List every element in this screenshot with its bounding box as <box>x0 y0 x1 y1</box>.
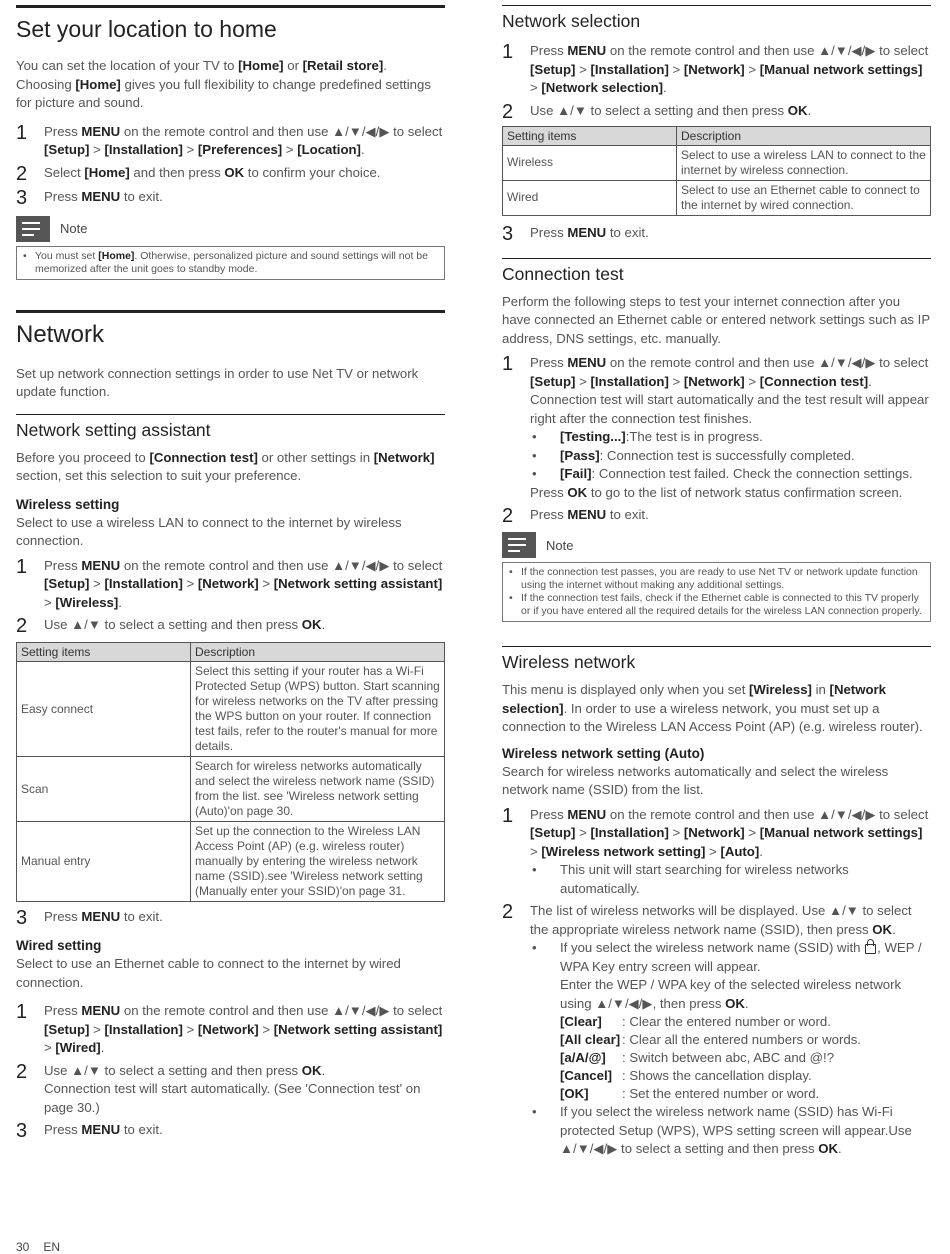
wired-step-3: 3 Press MENU to exit. <box>16 1120 163 1142</box>
wired-step-2: 2 Use ▲/▼ to select a setting and then press OK. Connection test will start automatically. (See 'Connection test' on page 30.) <box>16 1060 421 1115</box>
key-row: [Clear] : Clear the entered number or word. <box>560 1014 831 1029</box>
ns-step-3: 3 Press MENU to exit. <box>502 222 649 245</box>
table-row: Wired Select to use an Ethernet cable to connect to the internet by wired connection. <box>503 180 931 215</box>
section-title-connection-test: Connection test <box>502 263 624 284</box>
wireless-step-2: 2 Use ▲/▼ to select a setting and then press OK. <box>16 615 326 637</box>
key-row: [OK] : Set the entered number or word. <box>560 1086 820 1101</box>
list-item: • [Fail]: Connection test failed. Check the connection settings. <box>532 466 913 481</box>
location-step-1: 1 Press MENU on the remote control and then use ▲/▼/◀/▶ to select [Setup] > [Installation] > [Preferences] > [Location]. <box>16 121 443 157</box>
ns-step-2: 2 Use ▲/▼ to select a setting and then press OK. <box>502 100 812 123</box>
section-title-wireless-network: Wireless network <box>502 652 636 672</box>
table-header: Setting items <box>17 643 191 662</box>
list-item: • [Testing...]:The test is in progress. <box>532 429 763 444</box>
wireless-step-1: 1 Press MENU on the remote control and then use ▲/▼/◀/▶ to select [Setup] > [Installation] > [Network] > [Network setting assistant] > [Wireless]. <box>16 555 443 610</box>
list-item: • [Pass]: Connection test is successfully completed. <box>532 447 855 463</box>
note-icon <box>502 532 536 558</box>
location-note: • You must set [Home]. Otherwise, personalized picture and sound settings will not be memorized after the unit goes to standby mode. <box>16 246 445 280</box>
ct-step-2: 2 Press MENU to exit. <box>502 505 649 527</box>
list-item: • This unit will start searching for wireless networks automatically. <box>532 862 849 896</box>
ct-step-1: 1 Press MENU on the remote control and then use ▲/▼/◀/▶ to select [Setup] > [Installation] > [Network] > [Connection test]. Connection test will start automatically and the test result will appear right after the connection test finishes. • [Testing...]:The test is in progress. • [Pass]: Connection test is successfully completed. • [Fail]: Connection test failed. Check the connection settings. Press OK to go to the list of network status confirmation screen. <box>502 354 931 502</box>
page-footer <box>16 1240 74 1254</box>
wired-setting-heading: Wired setting <box>16 938 102 953</box>
wireless-step-3: 3 Press MENU to exit. <box>16 907 163 929</box>
network-intro: Set up network connection settings in order to use Net TV or network update function. <box>16 365 419 399</box>
wired-step-1: 1 Press MENU on the remote control and then use ▲/▼/◀/▶ to select [Setup] > [Installation] > [Network] > [Network setting assistant] > [Wired]. <box>16 1001 443 1055</box>
wireless-setting-heading: Wireless setting <box>16 496 120 512</box>
wireless-setting-desc: Select to use a wireless LAN to connect to the internet by wireless connection. <box>16 514 402 548</box>
connection-test-intro: Perform the following steps to test your internet connection after you have connected an Ethernet cable or entered network settings such as IP address, DNS settings, etc. manually. <box>502 293 930 346</box>
section-title-nsa: Network setting assistant <box>16 419 211 440</box>
table-header: Description <box>677 126 931 145</box>
section-title-location: Set your location to home <box>16 16 277 42</box>
note-label: Note <box>60 221 88 236</box>
location-intro: You can set the location of your TV to [Home] or [Retail store]. Choosing [Home] gives you full flexibility to change predefined settings for picture and sound. <box>16 58 431 110</box>
wireless-auto-heading: Wireless network setting (Auto) <box>502 745 705 761</box>
nsa-intro: Before you proceed to [Connection test] or other settings in [Network] section, set this selection to suit your preference. <box>16 449 435 483</box>
table-header: Description <box>191 643 445 662</box>
wired-setting-desc: Select to use an Ethernet cable to connect to the internet by wired connection. <box>16 956 401 990</box>
table-row: Wireless Select to use a wireless LAN to connect to the internet by wireless connection. <box>503 145 931 180</box>
right-column <box>502 0 931 1159</box>
left-column <box>16 0 445 1141</box>
network-selection-table <box>502 126 931 216</box>
key-row: [a/A/@] : Switch between abc, ABC and @!? <box>560 1050 835 1065</box>
language-code: EN <box>43 1240 61 1254</box>
location-note-header <box>16 216 445 242</box>
section-title-network: Network <box>16 320 105 348</box>
location-step-3: 3 Press MENU to exit. <box>16 186 163 209</box>
table-header: Setting items <box>503 126 677 145</box>
list-item: • If you select the wireless network name (SSID) with , WEP / WPA Key entry screen will appear. Enter the WEP / WPA key of the selected wireless network using ▲/▼/◀/▶, then press OK. [Clear] : Clear the entered number or word. [All clear] : Clear all the entered numbers or words. [a/A/@] : Switch between abc, ABC and @!? [Cancel] : Shows the cancellation display. [OK] : Set the entered number or word. <box>530 939 931 1103</box>
list-item: • If you select the wireless network name (SSID) has Wi-Fi protected Setup (WPS), WPS setting screen will appear.Use ▲/▼/◀/▶ to select a setting and then press OK. <box>532 1104 912 1156</box>
ns-step-1: 1 Press MENU on the remote control and then use ▲/▼/◀/▶ to select [Setup] > [Installation] > [Network] > [Manual network settings] > [Network selection]. <box>502 41 929 95</box>
location-step-2: 2 Select [Home] and then press OK to confirm your choice. <box>16 162 381 185</box>
wn-step-2: 2 The list of wireless networks will be displayed. Use ▲/▼ to select the appropriate wireless network name (SSID), then press OK. • If you select the wireless network name (SSID) with , WEP / WPA Key entry screen will appear. Enter the WEP / WPA key of the selected wireless network using ▲/▼/◀/▶, then press OK. [Clear] : Clear the entered number or word. [All clear] : Clear all the entered numbers or words. [a/A/@] : Switch between abc, ABC and @!? [Cancel] : Shows the cancellation display. [OK] : Set the entered number or word. • If you select the wireless network name (SSID) has Wi-Fi protected Setup (WPS), WPS setting screen will appear.Use ▲/▼/◀/▶ to select a setting and then press OK. <box>502 902 931 1159</box>
wireless-settings-table <box>16 642 445 902</box>
note-icon <box>16 216 50 242</box>
ct-note-header <box>502 532 931 558</box>
page-number: 30 <box>16 1240 30 1254</box>
table-row: Scan Search for wireless networks automatically and select the wireless network name (SSID) from the list. see 'Wireless network setting (Auto)'on page 30. <box>17 757 445 822</box>
section-title-network-selection: Network selection <box>502 11 641 31</box>
wireless-auto-desc: Search for wireless networks automatically and select the wireless network name (SSID) from the list. <box>502 763 889 797</box>
wireless-network-intro: This menu is displayed only when you set [Wireless] in [Network selection]. In order to use a wireless network, you must set up a connection to the Wireless LAN Access Point (AP) (e.g. wireless router). <box>502 682 923 734</box>
table-row: Easy connect Select this setting if your router has a Wi-Fi Protected Setup (WPS) button. Start scanning for wireless networks on the TV after pressing the WPS button on your router. If connection test fails, refer to the router's manual for more details. <box>17 662 445 757</box>
key-row: [Cancel] : Shows the cancellation display. <box>560 1068 812 1083</box>
lock-icon <box>865 944 876 954</box>
ct-note: • If the connection test passes, you are ready to use Net TV or network update function using the internet without making any additional settings. • If the connection test fails, check if the Ethernet cable is connected to this TV properly or if you have entered all the required details for the wireless LAN connection properly. <box>502 562 931 622</box>
table-row: Manual entry Set up the connection to the Wireless LAN Access Point (AP) (e.g. wireless router) manually by entering the wireless network name (SSID).see 'Wireless network setting (Manually enter your SSID)'on page 31. <box>17 822 445 902</box>
wn-step-1: 1 Press MENU on the remote control and then use ▲/▼/◀/▶ to select [Setup] > [Installation] > [Network] > [Manual network settings] > [Wireless network setting] > [Auto]. • This unit will start searching for wireless networks automatically. <box>502 806 931 899</box>
key-row: [All clear] : Clear all the entered numbers or words. <box>560 1032 861 1047</box>
note-label: Note <box>546 537 574 553</box>
